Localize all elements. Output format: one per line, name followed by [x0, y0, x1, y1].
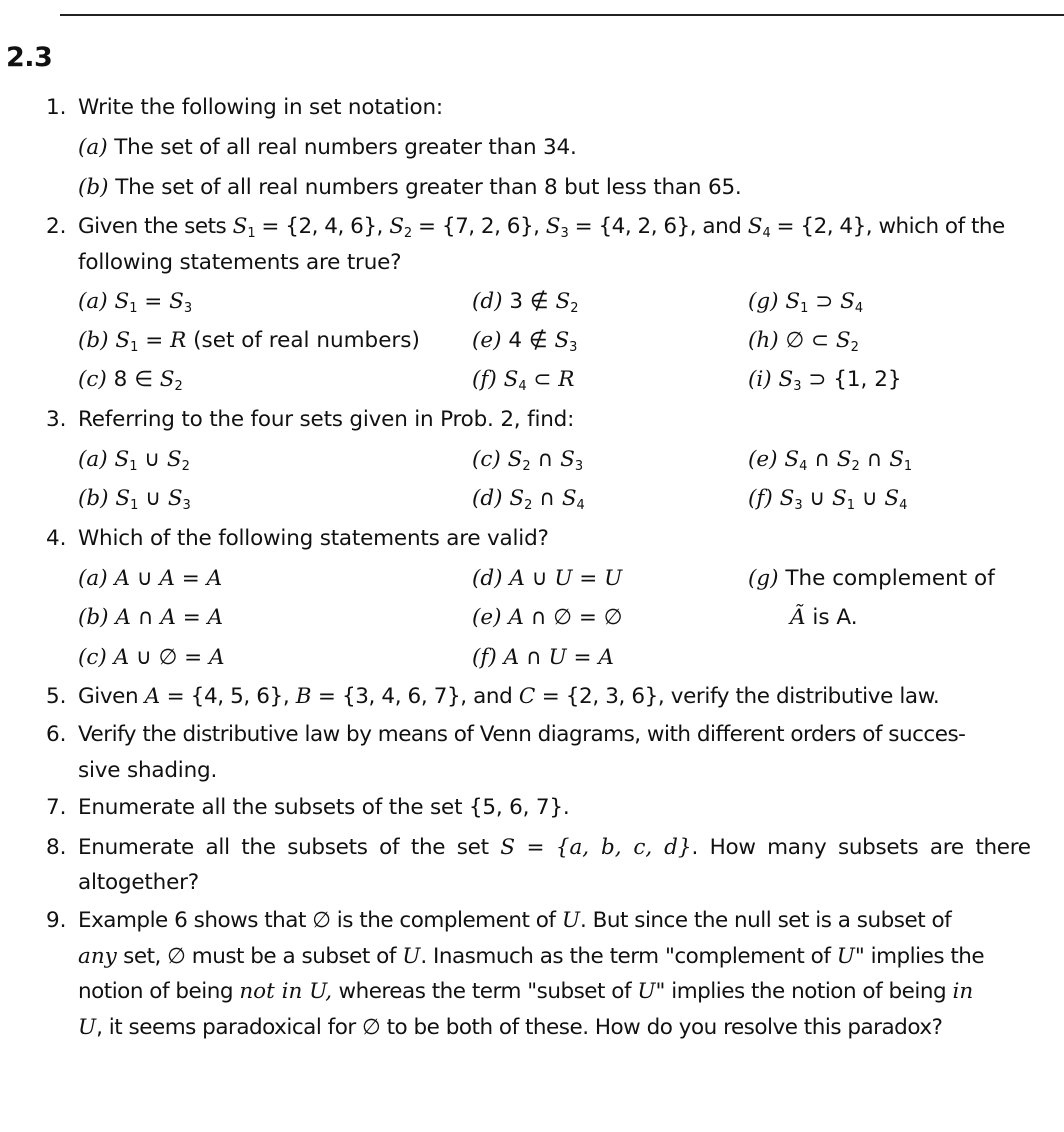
problem-3c: (c) $S_2$ ∩ $S_3$ [472, 447, 584, 474]
problem-9-line-2: any set, ∅ must be a subset of U. Inasmuch as the term "complement of U" implies the [78, 944, 985, 969]
problem-2-number: 2. [46, 214, 67, 239]
problem-2-line-2: following statements are true? [78, 250, 402, 275]
problem-4b: (b) A ∩ A = A [78, 605, 224, 630]
problem-4a: (a) A ∪ A = A [78, 566, 223, 591]
problem-4d: (d) A ∪ U = U [472, 566, 623, 591]
problem-4-number: 4. [46, 526, 67, 551]
problem-7-number: 7. [46, 795, 67, 820]
problem-2d: (d) 3 ∉ $S_2$ [472, 289, 579, 316]
problem-5-number: 5. [46, 684, 67, 709]
problem-1-number: 1. [46, 95, 67, 120]
problem-6-number: 6. [46, 722, 67, 747]
problem-7-text: Enumerate all the subsets of the set {5, 6, 7}. [78, 795, 570, 820]
problem-3a: (a) $S_1$ ∪ $S_2$ [78, 447, 190, 474]
section-title: 2.3 [6, 42, 53, 73]
problem-2f: (f) $S_4$ ⊂ R [472, 367, 575, 394]
problem-4g: (g) The complement of [748, 566, 995, 591]
problem-6-line-1: Verify the distributive law by means of Venn diagrams, with different orders of succes- [78, 722, 966, 747]
problem-1a: (a) The set of all real numbers greater than 34. [78, 135, 577, 160]
problem-9-line-1: Example 6 shows that ∅ is the complement of U. But since the null set is a subset of [78, 908, 952, 933]
problem-2g: (g) $S_1$ ⊃ $S_4$ [748, 289, 864, 316]
problem-2c: (c) 8 ∈ $S_2$ [78, 367, 183, 394]
problem-3-text: Referring to the four sets given in Prob. 2, find: [78, 407, 575, 432]
problem-4f: (f) A ∩ U = A [472, 645, 614, 670]
problem-1-text: Write the following in set notation: [78, 95, 443, 120]
problem-3f: (f) $S_3$ ∪ $S_1$ ∪ $S_4$ [748, 486, 908, 513]
problem-2-line-1: Given the sets $S_1 = \{2$, 4, 6}, $S_2 = \{7$, 2, 6}, $S_3 = \{4$, 2, 6}, and $S_4 = \{2$, 4}, which of the [78, 214, 1005, 241]
problem-1b: (b) The set of all real numbers greater than 8 but less than 65. [78, 175, 742, 200]
problem-3-number: 3. [46, 407, 67, 432]
problem-3d: (d) $S_2$ ∩ $S_4$ [472, 486, 585, 513]
problem-9-line-4: U, it seems paradoxical for ∅ to be both of these. How do you resolve this paradox? [78, 1015, 943, 1040]
problem-2a: (a) $S_1 = S_3$ [78, 289, 193, 316]
problem-5-text: Given A = {4, 5, 6}, B = {3, 4, 6, 7}, and C = {2, 3, 6}, verify the distributive law. [78, 684, 940, 709]
problem-8-line-2: altogether? [78, 870, 199, 895]
problem-9-line-3: notion of being not in U, whereas the term "subset of U" implies the notion of being in [78, 979, 974, 1004]
problem-4g-line-2: Ã is A. [790, 605, 858, 630]
problem-2h: (h) ∅ ⊂ $S_2$ [748, 328, 859, 355]
problem-2e: (e) 4 ∉ $S_3$ [472, 328, 578, 355]
problem-3b: (b) $S_1$ ∪ $S_3$ [78, 486, 191, 513]
problem-8-line-1: Enumerate all the subsets of the set S = {a, b, c, d}. How many subsets are there [78, 835, 1031, 860]
problem-6-line-2: sive shading. [78, 758, 218, 783]
problem-3e: (e) $S_4$ ∩ $S_2$ ∩ $S_1$ [748, 447, 913, 474]
problem-4-text: Which of the following statements are valid? [78, 526, 549, 551]
problem-2b: (b) $S_1 = R$ (set of real numbers) [78, 328, 420, 355]
problem-4e: (e) A ∩ ∅ = ∅ [472, 605, 623, 630]
problem-9-number: 9. [46, 908, 67, 933]
problem-2i: (i) $S_3$ ⊃ {1, 2} [748, 367, 902, 394]
problem-4c: (c) A ∪ ∅ = A [78, 645, 225, 670]
problem-8-number: 8. [46, 835, 67, 860]
